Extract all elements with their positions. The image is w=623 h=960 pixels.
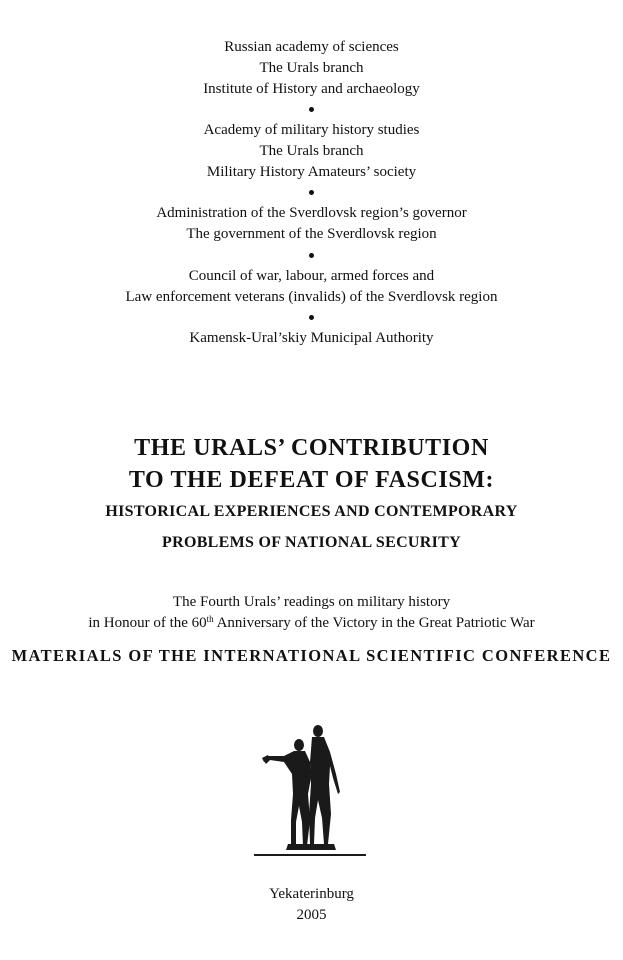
bullet-icon: [309, 107, 314, 112]
org-line: Kamensk-Ural’skiy Municipal Authority: [189, 330, 434, 347]
bullet-icon: [309, 253, 314, 258]
bullet-separator: [0, 307, 623, 328]
org-line: Military History Amateurs’ society: [206, 163, 417, 180]
subtitle-line: PROBLEMS OF NATIONAL SECURITY: [162, 534, 461, 551]
org-line: The Urals branch: [259, 59, 364, 76]
org-line: Institute of History and archaeology: [203, 80, 420, 97]
org-line: The Urals branch: [259, 142, 364, 159]
bullet-separator: [0, 245, 623, 266]
publishing-organizations: [0, 37, 623, 349]
org-line: The government of the Sverdlovsk region: [186, 226, 437, 243]
publication-city: Yekaterinburg: [269, 886, 354, 902]
title-line: TO THE DEFEAT OF FASCISM:: [128, 467, 495, 493]
materials-heading: MATERIALS OF THE INTERNATIONAL SCIENTIFIC CONFERENCE: [11, 646, 612, 665]
readings-text: in Honour of the 60: [88, 615, 207, 631]
book-title: [0, 432, 623, 558]
org-line: Law enforcement veterans (invalids) of the Sverdlovsk region: [125, 288, 498, 305]
bullet-separator: [0, 99, 623, 120]
org-line: Administration of the Sverdlovsk region’s governor: [156, 205, 467, 222]
readings-line: [0, 613, 623, 634]
publication-year: 2005: [296, 907, 327, 923]
org-line: Council of war, labour, armed forces and: [188, 267, 435, 284]
monument-statue-icon: [254, 722, 366, 862]
org-line: Russian academy of sciences: [224, 39, 399, 55]
ordinal-suffix: th: [206, 614, 214, 624]
conference-description: [0, 592, 623, 634]
imprint: [0, 884, 623, 926]
readings-line: The Fourth Urals’ readings on military history: [172, 594, 451, 610]
org-line: Academy of military history studies: [203, 122, 420, 139]
bullet-icon: [309, 315, 314, 320]
subtitle-line: HISTORICAL EXPERIENCES AND CONTEMPORARY: [105, 503, 518, 520]
bullet-separator: [0, 183, 623, 204]
readings-text: Anniversary of the Victory in the Great Patriotic War: [213, 615, 535, 631]
title-line: THE URALS’ CONTRIBUTION: [134, 435, 489, 461]
bullet-icon: [309, 190, 314, 195]
